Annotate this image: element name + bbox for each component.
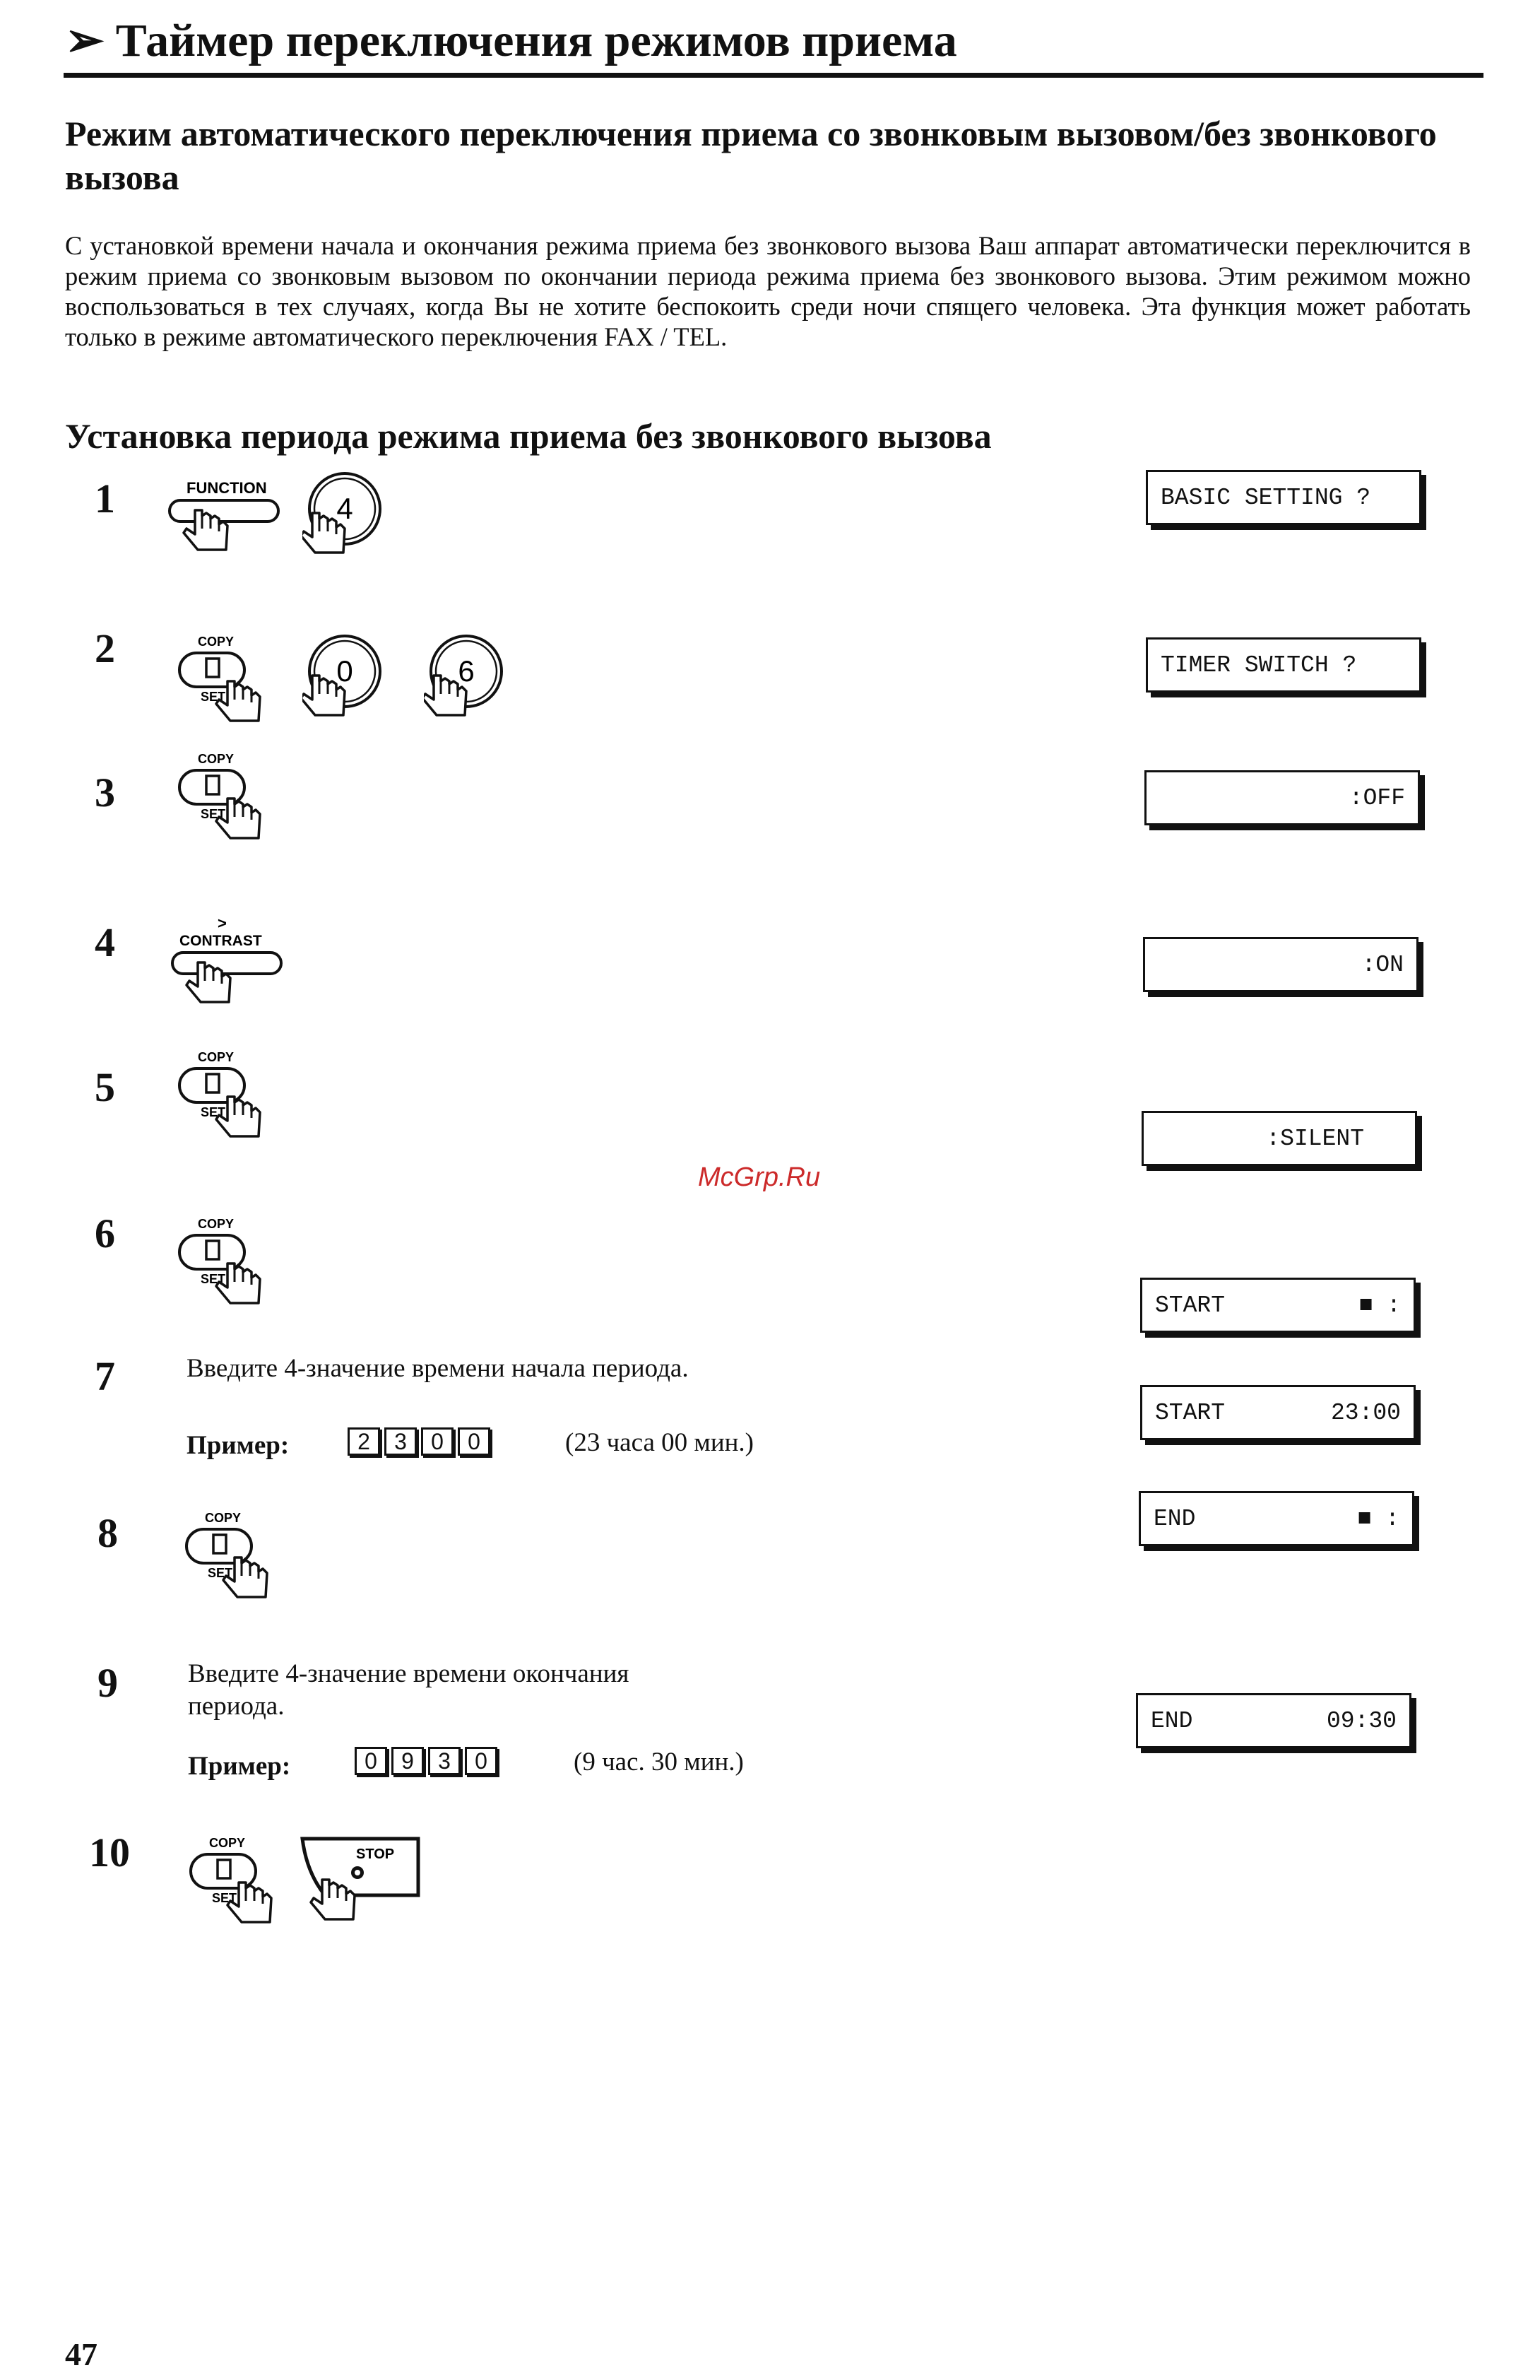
- digit-key: 3: [384, 1427, 417, 1456]
- lcd-right-text: 09:30: [1326, 1707, 1397, 1734]
- digit-key: 0: [355, 1747, 387, 1775]
- page-number: 47: [65, 2336, 97, 2372]
- svg-text:SET: SET: [201, 1105, 226, 1119]
- copy-set-button-icon[interactable]: [174, 748, 287, 847]
- svg-text:COPY: COPY: [198, 752, 235, 766]
- svg-text:STOP: STOP: [356, 1846, 395, 1862]
- example-keys-step-9: [355, 1747, 497, 1775]
- lcd-display-step-1: BASIC SETTING ?: [1146, 470, 1421, 525]
- svg-text:0: 0: [336, 654, 353, 688]
- lcd-display-step-8: [1139, 1491, 1414, 1546]
- digit-key: 2: [348, 1427, 380, 1456]
- contrast-button-icon[interactable]: [170, 914, 297, 1020]
- copy-set-button-icon[interactable]: [174, 1046, 287, 1145]
- example-keys-step-7: [348, 1427, 490, 1456]
- svg-text:CONTRAST: CONTRAST: [179, 933, 262, 949]
- lcd-right-text: ■ :: [1358, 1292, 1401, 1319]
- section-title: Режим автоматического переключения приема со звонковым вызовом/без звонкового вызова: [65, 114, 1437, 197]
- function-label: FUNCTION: [186, 479, 267, 497]
- svg-text:SET: SET: [201, 807, 226, 821]
- step-number-4: 4: [95, 919, 115, 965]
- lcd-left-text: START: [1155, 1399, 1226, 1426]
- svg-text:SET: SET: [201, 1272, 226, 1286]
- copy-set-button-icon[interactable]: [185, 1832, 298, 1931]
- svg-text:COPY: COPY: [198, 1217, 235, 1231]
- subsection-title: Установка периода режима приема без звонкового вызова: [65, 416, 992, 456]
- lcd-right-text: ■ :: [1357, 1505, 1399, 1532]
- lcd-left-text: END: [1154, 1505, 1196, 1532]
- step-number-5: 5: [95, 1064, 115, 1110]
- svg-text:COPY: COPY: [209, 1836, 246, 1850]
- title-rule: [64, 73, 1483, 78]
- lcd-display-step-6: [1140, 1278, 1416, 1333]
- copy-set-button-icon[interactable]: [174, 630, 287, 729]
- digit-key: 0: [421, 1427, 454, 1456]
- step-number-1: 1: [95, 476, 115, 522]
- digit-4-key-icon[interactable]: [302, 466, 394, 558]
- svg-text:COPY: COPY: [198, 1050, 235, 1064]
- example-label: Пример:: [188, 1752, 291, 1781]
- digit-6-key-icon[interactable]: [424, 629, 516, 721]
- watermark: McGrp.Ru: [698, 1162, 821, 1192]
- function-button-icon[interactable]: [164, 475, 291, 567]
- example-label: Пример:: [186, 1431, 290, 1460]
- example-time-step-7: (23 часа 00 мин.): [565, 1428, 754, 1457]
- digit-4-label: 4: [336, 492, 353, 525]
- lcd-display-step-3: :OFF: [1144, 770, 1420, 825]
- digit-0-key-icon[interactable]: [302, 629, 394, 721]
- lcd-display-step-5: :SILENT: [1142, 1111, 1417, 1166]
- copy-set-button-icon[interactable]: [181, 1507, 294, 1606]
- digit-key: 3: [428, 1747, 461, 1775]
- digit-key: 0: [465, 1747, 497, 1775]
- step-number-9: 9: [97, 1660, 118, 1706]
- step-number-6: 6: [95, 1210, 115, 1256]
- step-number-10: 10: [89, 1830, 130, 1875]
- lcd-display-step-4: :ON: [1143, 937, 1418, 992]
- svg-text:>: >: [218, 914, 227, 932]
- digit-key: 9: [391, 1747, 424, 1775]
- svg-text:COPY: COPY: [205, 1511, 242, 1525]
- lcd-display-step-9: [1136, 1693, 1411, 1748]
- lcd-display-step-2: TIMER SWITCH ?: [1146, 637, 1421, 693]
- step-number-7: 7: [95, 1353, 115, 1399]
- step-number-2: 2: [95, 625, 115, 671]
- lcd-left-text: END: [1151, 1707, 1193, 1734]
- svg-text:6: 6: [458, 654, 475, 688]
- step-9-instruction: Введите 4-значение времени окончания периода.: [188, 1659, 629, 1721]
- svg-text:SET: SET: [212, 1891, 237, 1905]
- lcd-left-text: START: [1155, 1292, 1226, 1319]
- step-7-instruction: Введите 4-значение времени начала периода.: [186, 1354, 689, 1383]
- intro-paragraph: С установкой времени начала и окончания режима приема без звонкового вызова Ваш аппарат автоматически переключится в режим приема со звонковым вызовом по окончании периода режима приема без звонкового вызова. Этим режимом можно воспользоваться в тех случаях, когда Вы не хотите беспокоить среди ночи спящего человека. Эта функция может работать только в режиме автоматического переключения FAX / TEL.: [65, 231, 1471, 351]
- step-number-3: 3: [95, 770, 115, 815]
- digit-key: 0: [458, 1427, 490, 1456]
- lcd-display-step-7: [1140, 1385, 1416, 1440]
- example-time-step-9: (9 час. 30 мин.): [574, 1748, 744, 1777]
- copy-set-button-icon[interactable]: [174, 1213, 287, 1312]
- step-number-8: 8: [97, 1510, 118, 1556]
- svg-text:SET: SET: [208, 1566, 233, 1580]
- lcd-right-text: 23:00: [1330, 1399, 1401, 1426]
- svg-text:SET: SET: [201, 690, 226, 704]
- stop-button-icon[interactable]: [297, 1830, 431, 1936]
- svg-text:COPY: COPY: [198, 635, 235, 649]
- page-title: ➢ Таймер переключения режимов приема: [65, 15, 957, 66]
